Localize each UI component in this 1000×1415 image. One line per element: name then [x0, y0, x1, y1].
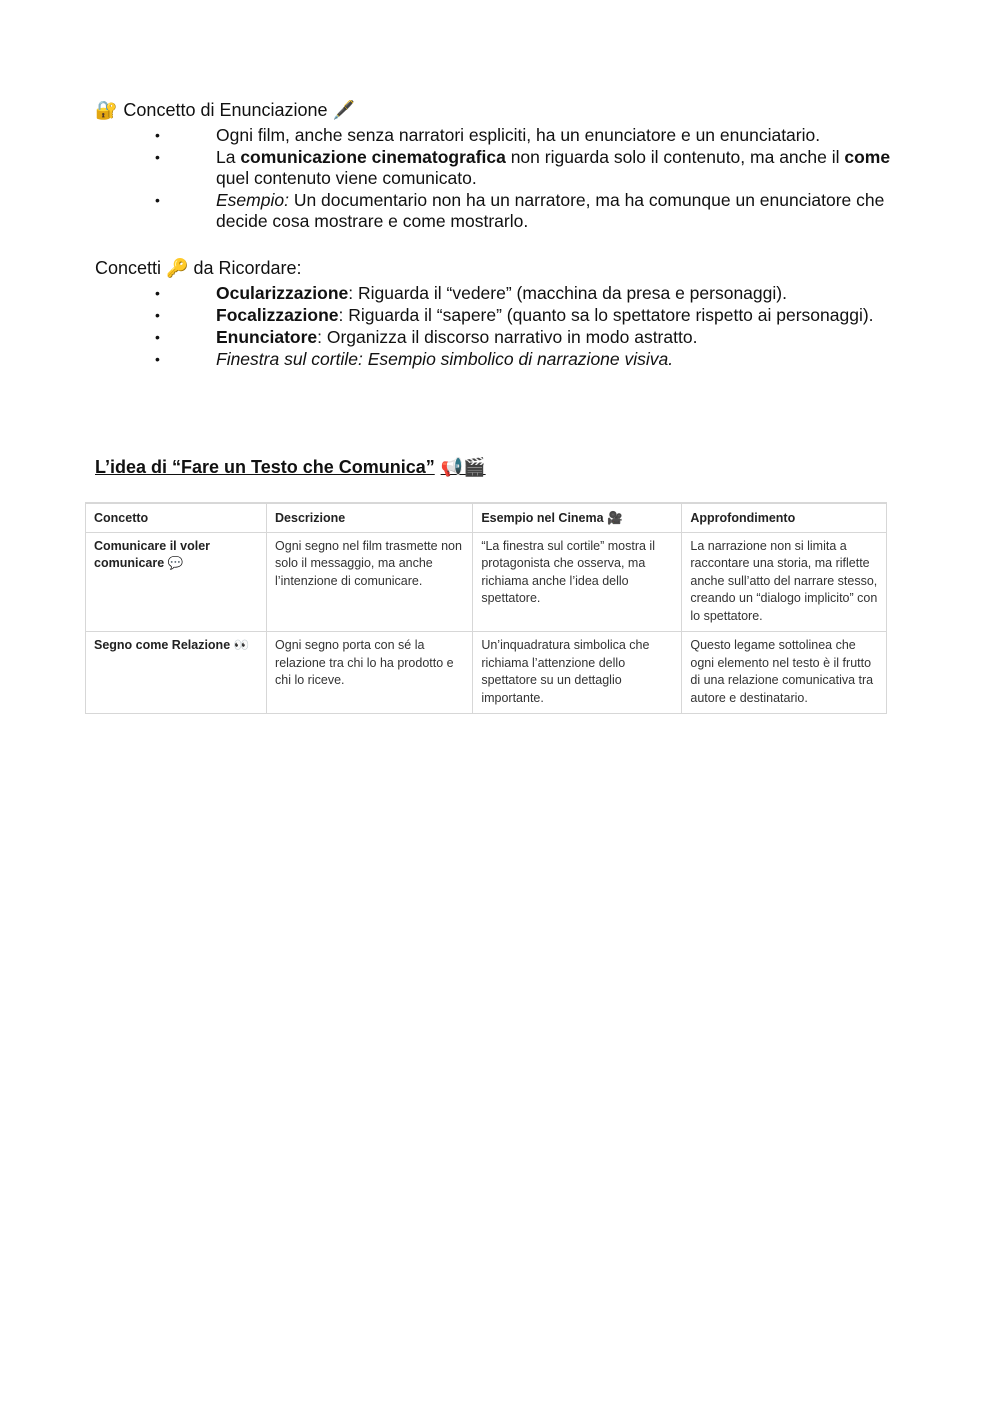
enunciazione-list	[0, 125, 906, 233]
section-title-text: da Ricordare:	[193, 258, 302, 278]
list-item-text: : Riguarda il “vedere” (macchina da presa e personaggi).	[348, 283, 787, 303]
table-row	[86, 532, 887, 632]
list-item-text: Un documentario non ha un narratore, ma ha comunque un enunciatore che decide cosa mostrare e come mostrarlo.	[216, 190, 885, 231]
column-header: Concetto	[86, 504, 267, 533]
concepts-table	[85, 503, 887, 714]
bold-term: come	[844, 147, 891, 167]
table-cell: Questo legame sottolinea che ogni elemento nel testo è il frutto di una relazione comunicativa tra autore e destinatario.	[682, 632, 887, 714]
locked-with-key-icon: 🔐	[95, 100, 118, 120]
table-cell: “La finestra sul cortile” mostra il protagonista che osserva, ma richiama anche l’idea dello spettatore.	[473, 532, 682, 632]
concetti-list	[0, 283, 906, 371]
bullet-dot-icon: •	[155, 285, 160, 301]
table-cell: Comunicare il voler comunicare 💬	[86, 532, 267, 632]
bullet-dot-icon: •	[155, 192, 160, 208]
table-cell: Segno come Relazione 👀	[86, 632, 267, 714]
list-item-text: non riguarda solo il contenuto, ma anche il	[505, 147, 845, 167]
table-cell: Un’inquadratura simbolica che richiama l’attenzione dello spettatore su un dettaglio importante.	[473, 632, 682, 714]
list-item	[0, 305, 906, 326]
megaphone-clapper-icon: 📢🎬	[440, 457, 486, 477]
section-title-text: Concetti	[95, 258, 162, 278]
fountain-pen-icon: 🖋️	[332, 100, 355, 120]
italic-label: Esempio:	[216, 190, 289, 210]
list-item-text: Ogni film, anche senza narratori espliciti, ha un enunciatore e un enunciatario.	[216, 125, 821, 145]
bold-term: Ocularizzazione	[216, 283, 349, 303]
table-cell: Ogni segno nel film trasmette non solo il messaggio, ma anche l’intenzione di comunicare.	[267, 532, 473, 632]
list-item	[0, 349, 906, 370]
bold-term: Enunciatore	[216, 327, 318, 347]
list-item-text: : Riguarda il “sapere” (quanto sa lo spettatore rispetto ai personaggi).	[338, 305, 874, 325]
column-header: Esempio nel Cinema 🎥	[473, 504, 682, 533]
list-item	[0, 147, 906, 189]
bullet-dot-icon: •	[155, 351, 160, 367]
table-row	[86, 632, 887, 714]
column-header: Descrizione	[267, 504, 473, 533]
section-title-text: L’idea di “Fare un Testo che Comunica”	[95, 457, 435, 477]
bullet-dot-icon: •	[155, 127, 160, 143]
bullet-dot-icon: •	[155, 329, 160, 345]
bold-term: Focalizzazione	[216, 305, 339, 325]
list-item-text: quel contenuto viene comunicato.	[216, 168, 477, 188]
list-item	[0, 283, 906, 304]
list-item-text: : Organizza il discorso narrativo in modo astratto.	[317, 327, 698, 347]
section-title-testo-comunica	[95, 455, 486, 479]
list-item	[0, 125, 906, 146]
list-item-text: La	[216, 147, 241, 167]
table-header-row	[86, 504, 887, 533]
italic-text: Finestra sul cortile: Esempio simbolico di narrazione visiva.	[216, 349, 674, 369]
bullet-dot-icon: •	[155, 307, 160, 323]
table-cell: La narrazione non si limita a raccontare una storia, ma riflette anche sull’atto del narrare stesso, creando un “dialogo implicito” con lo spettatore.	[682, 532, 887, 632]
key-icon: 🔑	[166, 258, 189, 278]
table-cell: Ogni segno porta con sé la relazione tra chi lo ha prodotto e chi lo riceve.	[267, 632, 473, 714]
bullet-dot-icon: •	[155, 149, 160, 165]
section-title-concetti	[95, 257, 302, 279]
section-title-enunciazione	[95, 99, 355, 121]
list-item	[0, 190, 906, 232]
column-header: Approfondimento	[682, 504, 887, 533]
bold-term: comunicazione cinematografica	[240, 147, 506, 167]
section-title-text: Concetto di Enunciazione	[123, 100, 328, 120]
list-item	[0, 327, 906, 348]
